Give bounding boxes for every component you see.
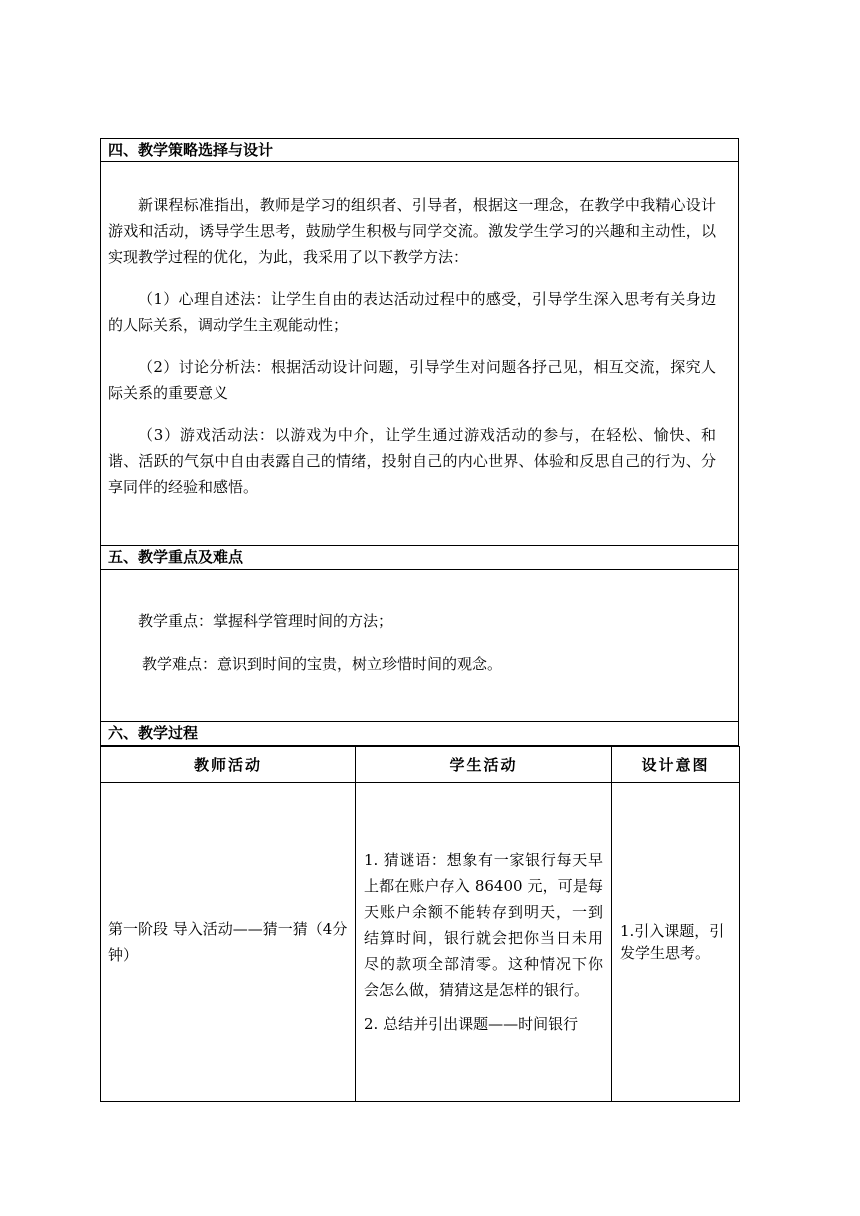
column-header-intent: 设计意图 <box>612 747 740 783</box>
design-intent-cell: 1.引入课题，引发学生思考。 <box>612 783 740 1102</box>
difficulty-text: 教学难点：意识到时间的宝贵，树立珍惜时间的观念。 <box>142 655 503 673</box>
strategy-intro: 新课程标准指出，教师是学习的组织者、引导者，根据这一理念，在教学中我精心设计游戏和活动，诱导学生思考，鼓励学生积极与同学交流。激发学生学习的兴趣和主动性，以实现教学过程的优化，为此，我采用了以下教学方法： <box>108 196 716 266</box>
section-4-heading: 四、教学策略选择与设计 <box>100 138 739 162</box>
key-point-text: 教学重点：掌握科学管理时间的方法； <box>138 612 394 630</box>
section-6-heading: 六、教学过程 <box>100 722 739 746</box>
teaching-process-table <box>100 746 740 1102</box>
section-5-body <box>100 570 739 722</box>
lesson-plan-document <box>100 138 739 1102</box>
student-activity-2: 2. 总结并引出课题——时间银行 <box>364 1015 579 1033</box>
method-1: （1）心理自述法：让学生自由的表达活动过程中的感受，引导学生深入思考有关身边的人际关系，调动学生主观能动性； <box>108 290 716 334</box>
section-5-heading: 五、教学重点及难点 <box>100 546 739 570</box>
section-4-body <box>100 162 739 546</box>
column-header-student: 学生活动 <box>356 747 612 783</box>
column-header-teacher: 教师活动 <box>101 747 356 783</box>
student-activity-cell <box>356 783 612 1102</box>
student-activity-1: 1. 猜谜语：想象有一家银行每天早上都在账户存入 86400 元，可是每天账户余额不能转存到明天，一到结算时间，银行就会把你当日未用尽的款项全部清零。这种情况下你会怎么做，猜猜这是怎样的银行。 <box>364 851 603 999</box>
table-header-row <box>101 747 740 783</box>
method-3: （3）游戏活动法：以游戏为中介，让学生通过游戏活动的参与，在轻松、愉快、和谐、活跃的气氛中自由表露自己的情绪，投射自己的内心世界、体验和反思自己的行为、分享同伴的经验和感悟。 <box>108 426 716 496</box>
method-2: （2）讨论分析法：根据活动设计问题，引导学生对问题各抒己见，相互交流，探究人际关系的重要意义 <box>108 358 716 402</box>
table-row <box>101 783 740 1102</box>
teacher-activity-cell: 第一阶段 导入活动——猜一猜（4分钟） <box>101 783 356 1102</box>
